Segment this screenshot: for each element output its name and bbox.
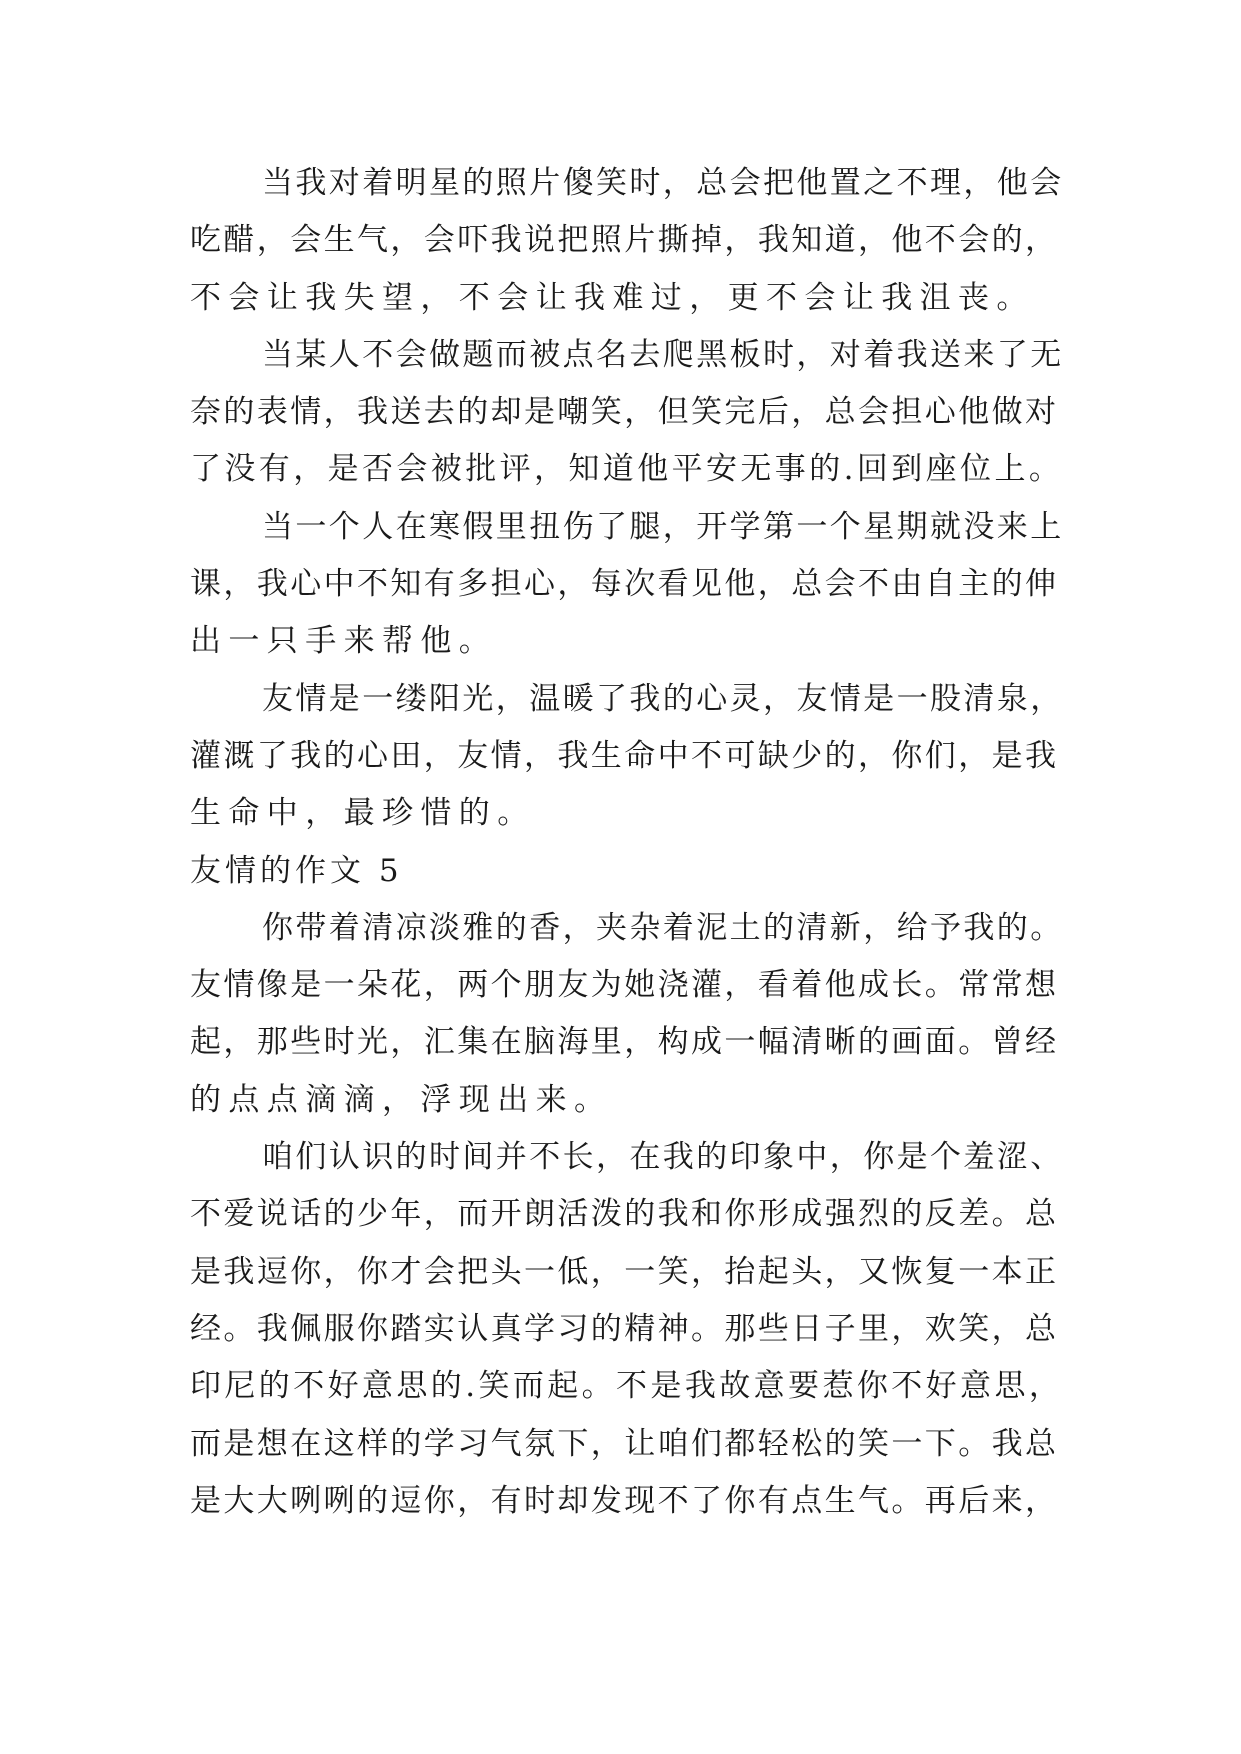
text-line: 经。我佩服你踏实认真学习的精神。那些日子里，欢笑，总 (190, 1310, 1059, 1347)
text-line: 印尼的不好意思的.笑而起。不是我故意要惹你不好意思， (190, 1368, 1064, 1405)
text-line: 不爱说话的少年，而开朗活泼的我和你形成强烈的反差。总 (190, 1196, 1059, 1233)
text-line: 当一个人在寒假里扭伤了腿，开学第一个星期就没来上 (262, 508, 1064, 545)
text-line: 友情是一缕阳光，温暖了我的心灵，友情是一股清泉， (262, 680, 1064, 717)
text-line: 的点点滴滴，浮现出来。 (190, 1081, 613, 1118)
text-line: 奈的表情，我送去的却是嘲笑，但笑完后，总会担心他做对 (190, 394, 1059, 431)
text-line: 出一只手来帮他。 (190, 623, 498, 660)
text-line: 你带着清凉淡雅的香，夹杂着泥土的清新，给予我的。 (262, 909, 1064, 946)
text-line: 不会让我失望，不会让我难过，更不会让我沮丧。 (190, 279, 1035, 316)
text-line: 灌溉了我的心田，友情，我生命中不可缺少的，你们，是我 (190, 737, 1059, 774)
text-line: 而是想在这样的学习气氛下，让咱们都轻松的笑一下。我总 (190, 1425, 1059, 1462)
text-line: 课，我心中不知有多担心，每次看见他，总会不由自主的伸 (190, 566, 1059, 603)
section-heading: 友情的作文 5 (190, 852, 403, 889)
text-line: 了没有，是否会被批评，知道他平安无事的.回到座位上。 (190, 451, 1064, 488)
text-line: 当我对着明星的照片傻笑时，总会把他置之不理，他会 (262, 165, 1064, 201)
document-body (190, 155, 1070, 1530)
text-line: 当某人不会做题而被点名去爬黑板时，对着我送来了无 (262, 336, 1064, 373)
text-line: 是我逗你，你才会把头一低，一笑，抬起头，又恢复一本正 (190, 1253, 1059, 1290)
text-line: 咱们认识的时间并不长，在我的印象中，你是个羞涩、 (262, 1139, 1064, 1176)
text-line: 生命中，最珍惜的。 (190, 795, 536, 832)
text-line: 吃醋，会生气，会吓我说把照片撕掉，我知道，他不会的， (190, 222, 1059, 259)
text-line: 是大大咧咧的逗你，有时却发现不了你有点生气。再后来， (190, 1482, 1059, 1519)
text-line: 起，那些时光，汇集在脑海里，构成一幅清晰的画面。曾经 (190, 1024, 1059, 1061)
text-line: 友情像是一朵花，两个朋友为她浇灌，看着他成长。常常想 (190, 967, 1059, 1004)
